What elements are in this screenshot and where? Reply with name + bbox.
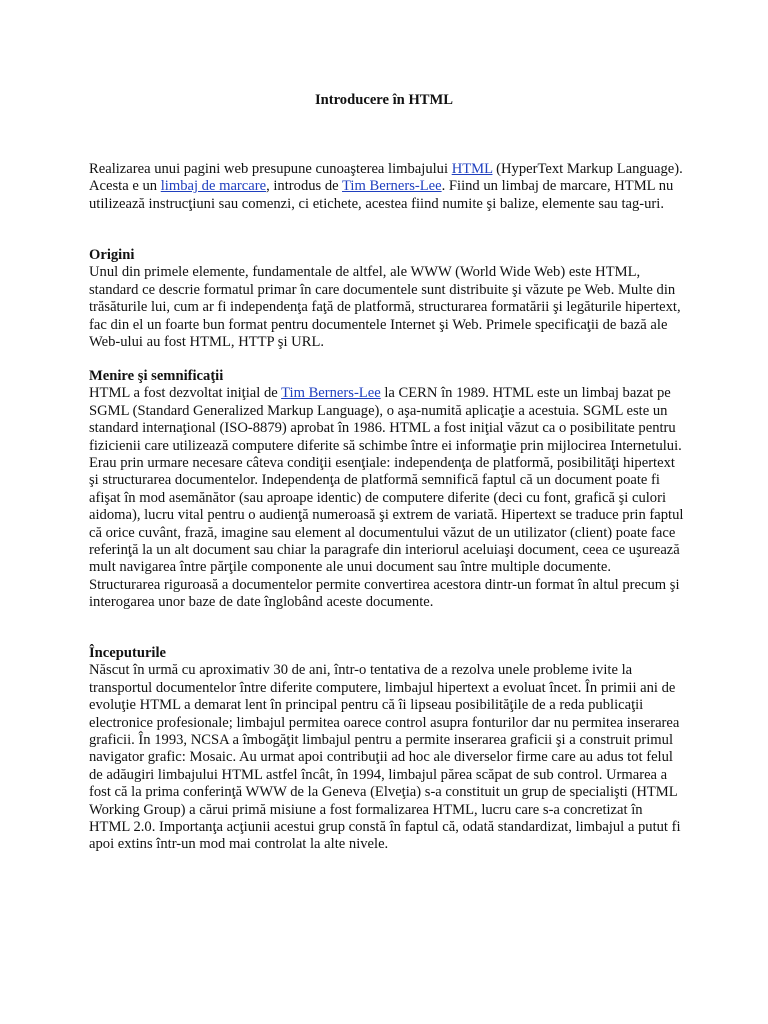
document-title: Introducere în HTML <box>314 92 454 108</box>
section-menire <box>89 368 684 612</box>
tim-berners-lee-link[interactable]: Tim Berners-Lee <box>342 178 442 195</box>
intro-paragraph <box>89 161 684 213</box>
menire-text-part-1: HTML a fost dezvoltat iniţial de <box>89 385 282 402</box>
section-heading-origini: Origini <box>89 247 135 263</box>
section-text-origini: Unul din primele elemente, fundamentale de altfel, ale WWW (World Wide Web) este HTML, standard ce descrie formatul primar în care documentele sunt distribuite şi văzute pe Web. Multe din trăsăturile lui, cum ar fi independenţa faţă de platformă, structurarea formatării şi legăturile hipertext, fac din el un foarte bun format pentru documentele Internet şi Web. Primele specificaţii de bază ale Web-ului au fost HTML, HTTP şi URL. <box>89 264 681 351</box>
section-text-menire <box>89 385 684 611</box>
section-inceputuri <box>89 645 684 854</box>
html-link[interactable]: HTML <box>451 161 493 177</box>
intro-text-part-3: , introdus de <box>266 178 343 195</box>
section-origini <box>89 247 684 351</box>
intro-text-part-1: Realizarea unui pagini web presupune cunoaşterea limbajului <box>89 161 452 177</box>
markup-language-link[interactable]: limbaj de marcare <box>160 178 267 195</box>
section-heading-menire: Menire şi semnificaţii <box>89 368 224 384</box>
section-heading-inceputuri: Începuturile <box>89 645 167 661</box>
intro-text-part-2: (HyperText Markup Language). Acesta e un <box>89 161 683 195</box>
tim-berners-lee-link-2[interactable]: Tim Berners-Lee <box>281 385 381 402</box>
intro-text <box>89 161 684 213</box>
section-text-inceputuri: Născut în urmă cu aproximativ 30 de ani, într-o tentativa de a rezolva unele probleme ivite la transportul documentelor între diferite computere, limbajul hipertext a evoluat încet. În primii ani de evoluţie HTML a demarat lent în principal pentru că îi lipseau posibilităţile de a reda publicaţii electronice profesionale; limbajul permitea oarece control asupra fonturilor dar nu permitea inserarea graficii. În 1993, NCSA a îmbogăţit limbajul pentru a permite inserarea graficii şi a construit primul navigator grafic: Mosaic. Au urmat apoi contribuţii ad hoc ale diverselor firme care au adus tot felul de adăugiri limbajului HTML astfel încât, în 1994, limbajul părea scăpat de sub control. Urmarea a fost că la prima conferinţă WWW de la Geneva (Elveţia) s-a constituit un grup de specialişti (HTML Working Group) a cărui primă misiune a fost formalizarea HTML, lucru care s-a concretizat în HTML 2.0. Importanţa acţiunii acestui grup constă în faptul că, odată standardizat, limbajul a putut fi apoi extins într-un mod mai controlat la alte nivele. <box>89 662 681 853</box>
menire-text-part-2: la CERN în 1989. HTML este un limbaj bazat pe SGML (Standard Generalized Markup Language), o aşa-numită aplicaţie a acestuia. SGML este un standard internaţional (ISO-8879) aprobat în 1986. HTML a fost iniţial văzut ca o posibilitate pentru fizicienii care utilizează computere diferite să schimbe între ei informaţie prin mijlocirea Internetului. Erau prin urmare necesare câteva condiţii esenţiale: independenţa de platformă, posibilităţi hipertext şi structurarea documentelor. Independenţa de platformă semnifică faptul că un document poate fi afişat în mod asemănător (sau aproape identic) de computere diferite (deci cu font, grafică şi culori aidoma), lucru vital pentru o audienţă numeroasă şi extrem de variată. Hipertext se traduce prin faptul că orice cuvânt, frază, imagine sau element al documentului văzut de un utilizator (client) poate face referinţă la un alt document sau chiar la paragrafe din interiorul aceluiaşi document, ceea ce uşurează mult navigarea între părţile componente ale unui document sau între multiple documente. Structurarea riguroasă a documentelor permite convertirea acestora dintr-un format în altul precum şi interogarea unor baze de date înglobând aceste documente. <box>89 385 684 611</box>
intro-text-part-4: . Fiind un limbaj de marcare, HTML nu utilizează instrucţiuni sau comenzi, ci etichete, acestea fiind numite şi balize, elemente sau tag-uri. <box>89 178 674 212</box>
